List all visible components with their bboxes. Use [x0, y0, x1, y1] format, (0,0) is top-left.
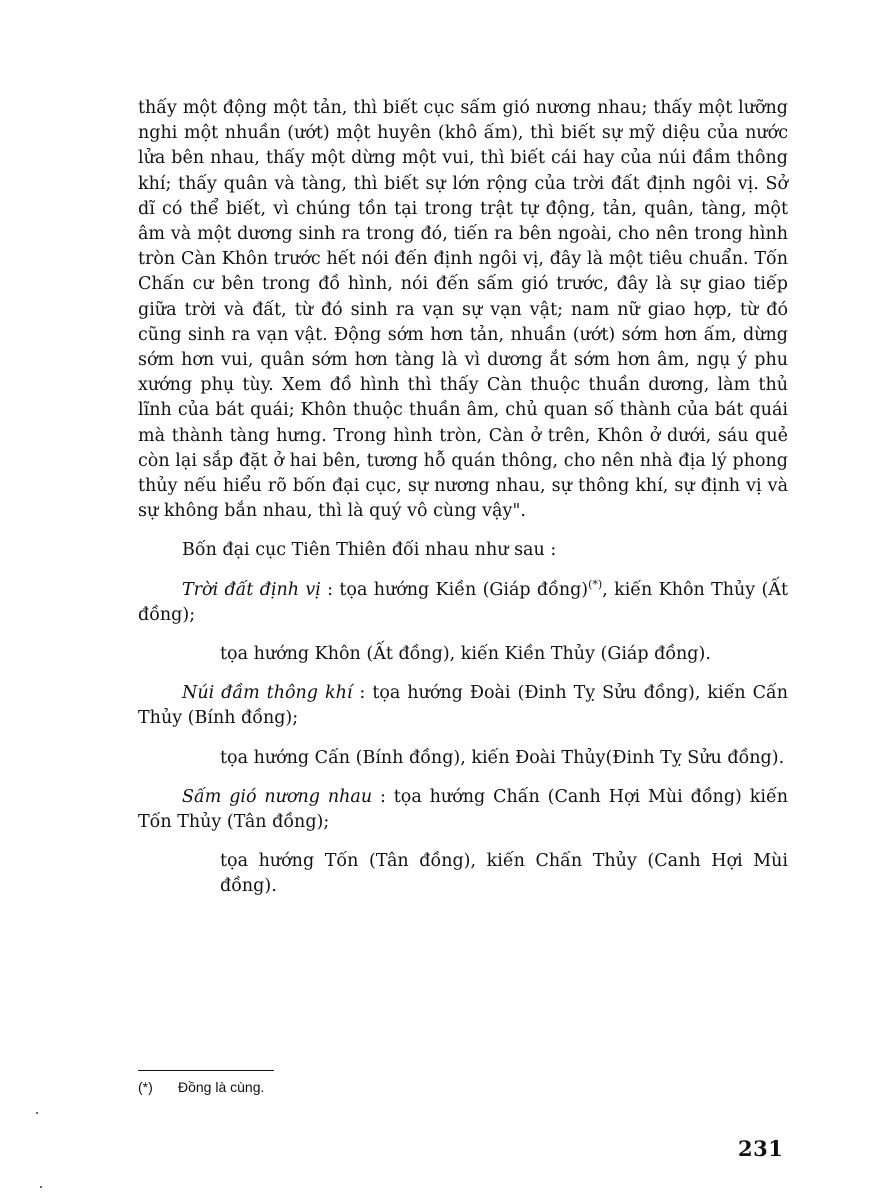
entry-text-continued: , kiến Khôn Thủy (Ất đồng); [138, 579, 788, 625]
footnote-mark: (*) [138, 1079, 153, 1095]
entry-thunder-wind [138, 785, 788, 835]
entry-text: tọa hướng Đoài (Đinh Tỵ Sửu đồng), kiến Cấn Thủy (Bính đồng); [138, 683, 788, 729]
entry-separator: : [352, 683, 373, 704]
entry-heaven-earth [138, 578, 788, 628]
footnote-reference: (*) [588, 577, 603, 591]
entry-text: tọa hướng Kiền (Giáp đồng) [339, 579, 589, 600]
entry-thunder-wind-second: tọa hướng Tốn (Tân đồng), kiến Chấn Thủy (Canh Hợi Mùi đồng). [220, 851, 788, 897]
entry-separator: : [372, 786, 394, 807]
page-number: 231 [738, 1136, 784, 1161]
entry-separator: : [320, 579, 340, 600]
entry-label: Trời đất định vị [182, 579, 321, 600]
intro-line: Bốn đại cục Tiên Thiên đối nhau như sau : [182, 540, 557, 561]
footnote [138, 1078, 264, 1096]
scan-speck [36, 1112, 38, 1114]
main-paragraph: thấy một động một tản, thì biết cục sấm gió nương nhau; thấy một lưỡng nghi một nhuần (ướt) một huyên (khô ấm), thì biết sự mỹ diệu của nước lửa bên nhau, thấy một dừng một vui, thì biết cái hay của núi đầm thông khí; thấy quân và tàng, thì biết sự lớn rộng của trời đất định ngôi vị. Sở dĩ có thể biết, vì chúng tồn tại trong trật tự động, tản, quân, tàng, một âm và một dương sinh ra trong đó, tiến ra bên ngoài, cho nên trong hình tròn Càn Khôn trước hết nói đến định ngôi vị, đây là một tiêu chuẩn. Tốn Chấn cư bên trong đồ hình, nói đến sấm gió trước, đây là sự giao tiếp giữa trời và đất, từ đó sinh ra vạn sự vạn vật; nam nữ giao hợp, từ đó cũng sinh ra vạn vật. Động sớm hơn tản, nhuần (ướt) sớm hơn ấm, dừng sớm hơn vui, quân sớm hơn tàng là vì dương ắt sớm hơn âm, ngụ ý phu xướng phụ tùy. Xem đồ hình thì thấy Càn thuộc thuần dương, làm thủ lĩnh của bát quái; Khôn thuộc thuần âm, chủ quan số thành của bát quái mà thành tàng hưng. Trong hình tròn, Càn ở trên, Khôn ở dưới, sáu quẻ còn lại sắp đặt ở hai bên, tương hỗ quán thông, cho nên nhà địa lý phong thủy nếu hiểu rõ bốn đại cục, sự nương nhau, sự thông khí, sự định vị và sự không bắn nhau, thì là quý vô cùng vậy". [138, 98, 788, 522]
entry-mountain-lake [138, 681, 788, 731]
entry-mountain-lake-second: tọa hướng Cấn (Bính đồng), kiến Đoài Thủy(Đinh Tỵ Sửu đồng). [220, 747, 785, 768]
entry-label: Núi đầm thông khí [182, 683, 353, 704]
footnote-divider [138, 1070, 274, 1071]
entry-text: tọa hướng Chấn (Canh Hợi Mùi đồng) kiến Tốn Thủy (Tân đồng); [138, 786, 788, 833]
footnote-text: Đồng là cùng. [178, 1079, 265, 1095]
entry-heaven-earth-second: tọa hướng Khôn (Ất đồng), kiến Kiền Thủy (Giáp đồng). [220, 644, 711, 665]
entry-label: Sấm gió nương nhau [182, 786, 373, 807]
scan-speck [40, 1186, 42, 1188]
body-text [138, 96, 788, 900]
